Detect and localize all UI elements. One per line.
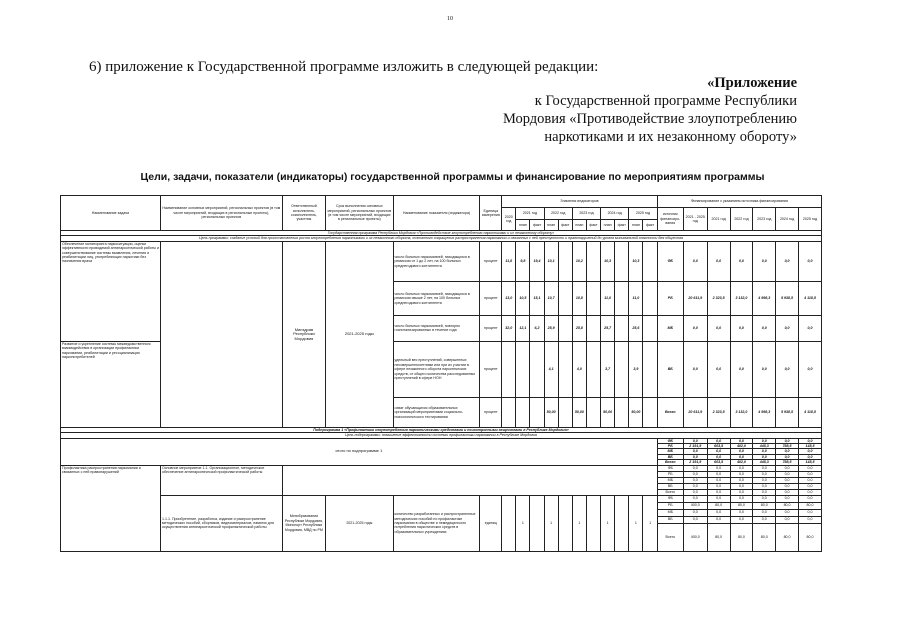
finance-cell: 0,0 <box>683 477 707 483</box>
finance-cell: 0,0 <box>683 465 707 471</box>
finance-source: МБ <box>657 477 683 483</box>
finance-cell: 0,0 <box>776 241 799 281</box>
finance-cell: 20 611,9 <box>683 397 707 427</box>
value-cell <box>502 397 516 427</box>
finance-cell: 2 191,9 <box>683 444 707 449</box>
finance-cell: 3 132,0 <box>730 281 753 315</box>
value-cell: 50,00 <box>572 397 586 427</box>
finance-cell: 603,5 <box>707 444 730 449</box>
finance-cell: 4 998,3 <box>753 397 776 427</box>
header-plan: план <box>544 220 558 231</box>
value-cell <box>586 281 600 315</box>
indicator-name: число больных наркоманией, находящихся в ремиссии свыше 2 лет, на 100 больных среднегодового контингента <box>393 281 480 315</box>
finance-cell: 80,0 <box>707 523 730 551</box>
finance-source: ФБ <box>657 495 683 502</box>
value-cell <box>586 341 600 397</box>
header-fin-2021: 2021 год <box>707 208 730 231</box>
header-fact: факт <box>558 220 572 231</box>
finance-cell: 0,0 <box>683 315 707 341</box>
finance-cell: 0,0 <box>730 315 753 341</box>
finance-cell: 0,0 <box>707 438 730 443</box>
header-year-2025: 2025 год <box>629 208 657 220</box>
finance-cell: 2 323,5 <box>707 281 730 315</box>
finance-source: Всего <box>657 460 683 465</box>
value-cell <box>615 495 629 551</box>
finance-cell: 0,0 <box>707 454 730 459</box>
task-2: Развитие и укрепление системы межведомственного взаимодействия в организации профилактики наркомании, реабилитации и ресоциализации наркопотребителей <box>61 341 161 427</box>
finance-cell: 0,0 <box>683 509 707 516</box>
header-fin-2022: 2022 год <box>730 208 753 231</box>
finance-cell: 0,0 <box>776 495 799 502</box>
finance-cell: 0,0 <box>707 516 730 523</box>
event-2-terms: 2021-2025 годы <box>326 495 393 551</box>
finance-cell: 80,0 <box>753 523 776 551</box>
finance-cell: 0,0 <box>798 477 821 483</box>
finance-cell: 0,0 <box>683 449 707 454</box>
indicator-name: удельный вес преступлений, совершенных несовершеннолетними или при их участии в сфере незаконного оборота наркотических средств, от общего количества расследованных преступлений в сфере НОН <box>393 341 480 397</box>
finance-cell: 0,0 <box>707 241 730 281</box>
finance-cell: 4 998,3 <box>753 281 776 315</box>
finance-cell: 4 118,5 <box>798 397 821 427</box>
finance-cell: 0,0 <box>730 483 753 489</box>
value-cell <box>586 315 600 341</box>
finance-cell: 148,5 <box>798 460 821 465</box>
finance-cell: 80,0 <box>798 502 821 509</box>
indicator-unit: процент <box>480 241 502 281</box>
finance-cell: 0,0 <box>776 315 799 341</box>
value-cell <box>530 397 544 427</box>
value-cell: 10,2 <box>572 241 586 281</box>
header-fact: факт <box>586 220 600 231</box>
event-2-unit: единиц <box>480 495 502 551</box>
value-cell: 15,1 <box>530 281 544 315</box>
table-title: Цели, задачи, показатели (индикаторы) государственной программы и финансирование по мероприятиям программы <box>140 171 765 183</box>
appendix-line-3: Мордовия «Противодействие злоупотреблению <box>502 111 797 127</box>
finance-source: ФБ <box>657 438 683 443</box>
finance-cell: 0,0 <box>798 495 821 502</box>
finance-cell: 788,5 <box>776 444 799 449</box>
finance-cell: 402,0 <box>730 460 753 465</box>
header-unit: Единица измерения <box>480 196 502 231</box>
value-cell <box>615 341 629 397</box>
value-cell <box>502 341 516 397</box>
finance-cell: 0,0 <box>798 509 821 516</box>
event-1-blank <box>282 465 657 495</box>
value-cell: 10,3 <box>629 241 643 281</box>
finance-cell: 0,0 <box>683 471 707 477</box>
event-2-indicator: количество разработанных и распространенных методических пособий по профилактике наркомании в обществе и немедицинского потребления наркотических средств в образовательных учреждениях <box>393 495 480 551</box>
finance-cell: 0,0 <box>730 489 753 495</box>
header-year-2024: 2024 год <box>601 208 629 220</box>
finance-cell: 0,0 <box>707 341 730 397</box>
finance-cell: 0,0 <box>798 516 821 523</box>
appendix-heading <box>497 74 797 146</box>
program-table <box>60 195 822 552</box>
finance-cell: 0,0 <box>707 477 730 483</box>
finance-cell: 0,0 <box>730 438 753 443</box>
finance-source: РБ <box>657 471 683 477</box>
finance-cell: 0,0 <box>753 438 776 443</box>
finance-cell: 0,0 <box>776 465 799 471</box>
value-cell: 25,8 <box>572 315 586 341</box>
value-cell <box>516 341 530 397</box>
value-cell: 10,3 <box>601 241 615 281</box>
finance-cell: 0,0 <box>730 509 753 516</box>
finance-cell: 0,0 <box>707 483 730 489</box>
value-cell <box>586 397 600 427</box>
header-terms: Срок выполнения основных мероприятий, региональных проектов (в том числе мероприятий, входящих в региональные проекты) <box>326 196 393 231</box>
page-number: 10 <box>447 16 453 22</box>
finance-cell: 0,0 <box>776 341 799 397</box>
value-cell: 50,00 <box>629 397 643 427</box>
value-cell <box>530 341 544 397</box>
finance-cell: 0,0 <box>798 465 821 471</box>
finance-source: Всего <box>657 489 683 495</box>
finance-source: РБ <box>657 502 683 509</box>
finance-cell: 80,0 <box>753 502 776 509</box>
value-cell: 3,7 <box>601 341 615 397</box>
value-cell: 1 <box>643 495 657 551</box>
value-cell <box>643 397 657 427</box>
header-fact: факт <box>530 220 544 231</box>
intro-text: 6) приложение к Государственной программе изложить в следующей редакции: <box>89 59 599 75</box>
finance-cell: 0,0 <box>776 483 799 489</box>
finance-cell: 0,0 <box>707 465 730 471</box>
finance-cell: 0,0 <box>776 471 799 477</box>
value-cell <box>558 495 572 551</box>
event-1: Основное мероприятие 1.1. Организационное, методическое обеспечение антинаркотической профилактической работы <box>160 465 282 495</box>
value-cell: 19,4 <box>530 241 544 281</box>
finance-cell: 788,5 <box>776 460 799 465</box>
header-source: источник финансиро-вания <box>657 208 683 231</box>
value-cell <box>643 281 657 315</box>
finance-cell: 0,0 <box>707 489 730 495</box>
value-cell: 3,9 <box>629 341 643 397</box>
finance-cell: 80,0 <box>776 523 799 551</box>
header-plan: план <box>516 220 530 231</box>
value-cell <box>558 315 572 341</box>
finance-cell: 0,0 <box>730 471 753 477</box>
finance-cell: 0,0 <box>753 516 776 523</box>
value-cell <box>615 315 629 341</box>
value-cell: 11,0 <box>601 281 615 315</box>
header-fin-2025: 2025 год <box>798 208 821 231</box>
terms-cell: 2021-2025 годы <box>326 241 393 427</box>
value-cell: 6,2 <box>530 315 544 341</box>
finance-cell: 80,0 <box>798 523 821 551</box>
finance-source: МБ <box>657 449 683 454</box>
finance-cell: 0,0 <box>776 516 799 523</box>
finance-cell: 80,0 <box>730 523 753 551</box>
value-cell <box>530 495 544 551</box>
value-cell: 10,8 <box>572 281 586 315</box>
finance-source: ВБ <box>657 341 683 397</box>
finance-cell: 20 611,9 <box>683 281 707 315</box>
finance-cell: 0,0 <box>798 438 821 443</box>
header-fact: факт <box>615 220 629 231</box>
indicator-unit: процент <box>480 341 502 397</box>
finance-cell: 0,0 <box>798 315 821 341</box>
finance-cell: 0,0 <box>753 341 776 397</box>
indicator-unit: процент <box>480 281 502 315</box>
finance-cell: 0,0 <box>683 341 707 397</box>
finance-cell: 0,0 <box>798 471 821 477</box>
finance-cell: 0,0 <box>753 477 776 483</box>
finance-cell: 0,0 <box>683 454 707 459</box>
value-cell <box>615 241 629 281</box>
header-events: Наименование основных мероприятий, региональных проектов (в том числе мероприятий, входящих в региональные проекты), региональных проектов <box>160 196 282 231</box>
finance-cell: 448,3 <box>753 460 776 465</box>
finance-cell: 2 323,5 <box>707 397 730 427</box>
finance-cell: 0,0 <box>776 477 799 483</box>
finance-cell: 80,0 <box>776 502 799 509</box>
finance-cell: 0,0 <box>798 489 821 495</box>
finance-cell: 0,0 <box>753 465 776 471</box>
finance-cell: 402,0 <box>730 444 753 449</box>
header-plan: план <box>629 220 643 231</box>
value-cell: 25,7 <box>601 315 615 341</box>
finance-cell: 0,0 <box>776 489 799 495</box>
value-cell: 13,0 <box>502 281 516 315</box>
value-cell <box>502 495 516 551</box>
finance-cell: 0,0 <box>707 495 730 502</box>
table-row <box>61 241 822 281</box>
finance-cell: 0,0 <box>730 516 753 523</box>
header-fin-2024: 2024 год <box>776 208 799 231</box>
finance-cell: 0,0 <box>798 341 821 397</box>
value-cell: 1 <box>544 495 558 551</box>
finance-cell: 148,5 <box>798 444 821 449</box>
finance-cell: 0,0 <box>753 241 776 281</box>
finance-cell: 0,0 <box>683 489 707 495</box>
header-values-group: Значения индикаторов <box>502 196 658 208</box>
indicator-unit: процент <box>480 397 502 427</box>
value-cell: 25,9 <box>544 315 558 341</box>
finance-cell: 2 191,9 <box>683 460 707 465</box>
value-cell <box>558 341 572 397</box>
finance-cell: 0,0 <box>730 241 753 281</box>
task-1: Обеспечение мониторинга наркоситуации, оценки эффективности проводимой антинаркотической работы и совершенствование системы выявления, лечения и реабилитации лиц, употребляющих наркотики без назначения врача <box>61 241 161 341</box>
task-3: Профилактика распространения наркомании и связанных с ней правонарушений <box>61 465 161 551</box>
finance-cell: 5 938,5 <box>776 281 799 315</box>
finance-cell: 0,0 <box>730 449 753 454</box>
value-cell: 32,0 <box>502 315 516 341</box>
finance-cell: 4 118,5 <box>798 281 821 315</box>
finance-cell: 0,0 <box>776 438 799 443</box>
value-cell <box>586 241 600 281</box>
subtotal-label: итого по подпрограмме 1 <box>61 438 658 465</box>
finance-source: ВБ <box>657 516 683 523</box>
finance-cell: 0,0 <box>798 241 821 281</box>
value-cell <box>643 241 657 281</box>
finance-cell: 0,0 <box>753 509 776 516</box>
value-cell: 10,5 <box>516 281 530 315</box>
value-cell <box>615 397 629 427</box>
appendix-line-2: к Государственной программе Республики <box>534 93 797 109</box>
header-fact: факт <box>643 220 657 231</box>
header-year-2020: 2020 год <box>502 208 516 231</box>
value-cell: 1 <box>572 495 586 551</box>
header-year-2021: 2021 год <box>516 208 544 220</box>
header-plan: план <box>601 220 615 231</box>
finance-cell: 0,0 <box>730 454 753 459</box>
finance-cell: 448,3 <box>753 444 776 449</box>
header-indicator: Наименование показателя (индикатора) <box>393 196 480 231</box>
header-year-2022: 2022 год <box>544 208 572 220</box>
finance-cell: 0,0 <box>707 315 730 341</box>
finance-source: ФБ <box>657 465 683 471</box>
value-cell <box>558 281 572 315</box>
value-cell: 1 <box>516 495 530 551</box>
appendix-line-1: «Приложение <box>707 75 797 91</box>
value-cell: 10,1 <box>544 241 558 281</box>
header-executor: Ответственный исполнитель, соисполнитель, участник <box>282 196 325 231</box>
event-2: 1.1.1. Приобретение, разработка, издание и распространение методических пособий, сборников, видеоматериалов, памяток для осуществления антинаркотической профилактической работы <box>160 495 282 551</box>
subprogram-goal: Цель подпрограммы: повышение эффективности системы профилактики наркомании в Республике Мордовия <box>61 433 822 438</box>
finance-cell: 0,0 <box>730 341 753 397</box>
finance-cell: 0,0 <box>730 465 753 471</box>
header-fin-total: 2021 - 2025 год <box>683 208 707 231</box>
finance-cell: 0,0 <box>798 483 821 489</box>
indicator-name: число больных наркоманией, находящихся в ремиссии от 1 до 2 лет, на 100 больных среднегодового контингента <box>393 241 480 281</box>
finance-cell: 3 132,0 <box>730 397 753 427</box>
value-cell <box>586 495 600 551</box>
value-cell <box>558 241 572 281</box>
value-cell: 4,0 <box>572 341 586 397</box>
finance-cell: 0,0 <box>707 509 730 516</box>
subprogram-row: Подпрограмма 1 «Профилактика злоупотребления наркотическими средствами и психотропными веществами в Республике Мордовия» <box>61 427 822 432</box>
finance-source: ВБ <box>657 454 683 459</box>
value-cell: 50,00 <box>544 397 558 427</box>
indicator-name: число больных наркоманией, повторно госпитализированных в течение года <box>393 315 480 341</box>
finance-cell: 0,0 <box>776 449 799 454</box>
value-cell: 10,7 <box>544 281 558 315</box>
finance-cell: 0,0 <box>730 495 753 502</box>
value-cell: 1 <box>629 495 643 551</box>
finance-source: Всего <box>657 397 683 427</box>
table-row <box>61 495 822 502</box>
finance-cell: 0,0 <box>683 241 707 281</box>
finance-cell: 0,0 <box>798 454 821 459</box>
header-year-2023: 2023 год <box>572 208 600 220</box>
finance-cell: 0,0 <box>707 449 730 454</box>
header-finance-group: Финансирование с указанием источника финансирования <box>657 196 821 208</box>
indicator-name: охват обучающихся образовательных организаций мероприятиями социально-психологического тестирования <box>393 397 480 427</box>
finance-cell: 0,0 <box>798 449 821 454</box>
finance-cell: 400,0 <box>683 502 707 509</box>
value-cell: 12,1 <box>516 315 530 341</box>
finance-cell: 0,0 <box>683 438 707 443</box>
finance-cell: 5 938,5 <box>776 397 799 427</box>
finance-cell: 0,0 <box>753 483 776 489</box>
event-2-executor: Минобразования Республики Мордовия, Минспорт Республики Мордовия, МВД по РМ <box>282 495 325 551</box>
finance-cell: 0,0 <box>753 489 776 495</box>
value-cell <box>643 315 657 341</box>
value-cell: 11,0 <box>629 281 643 315</box>
finance-source: МБ <box>657 315 683 341</box>
finance-cell: 0,0 <box>753 315 776 341</box>
events-cell <box>160 241 282 427</box>
finance-source: РБ <box>657 281 683 315</box>
finance-source: РБ <box>657 444 683 449</box>
header-fin-2023: 2023 год <box>753 208 776 231</box>
value-cell: 50,00 <box>601 397 615 427</box>
value-cell <box>615 281 629 315</box>
finance-cell: 0,0 <box>776 454 799 459</box>
finance-cell: 0,0 <box>683 516 707 523</box>
finance-source: Всего <box>657 523 683 551</box>
finance-cell: 0,0 <box>730 477 753 483</box>
indicator-unit: процент <box>480 315 502 341</box>
finance-cell: 0,0 <box>707 471 730 477</box>
goal-text: Цель программы: создание условий для приостановления роста злоупотребления наркотиками и их незаконного оборота, поэтапного сокращения распространения наркомании и связанных с ней преступности и правонарушений до уровня минимальной опасности для общества <box>61 236 822 241</box>
finance-cell: 0,0 <box>683 495 707 502</box>
value-cell <box>516 397 530 427</box>
appendix-line-4: наркотиками и их незаконному обороту» <box>544 129 797 145</box>
goal-row: Государственная программа Республики Мордовия «Противодействие злоупотреблению наркотиками и их незаконному обороту» <box>61 231 822 236</box>
finance-cell: 0,0 <box>753 454 776 459</box>
value-cell <box>643 341 657 397</box>
finance-cell: 0,0 <box>683 483 707 489</box>
finance-cell: 80,0 <box>707 502 730 509</box>
value-cell: 11,8 <box>502 241 516 281</box>
finance-source: ВБ <box>657 483 683 489</box>
header-tasks: Наименование задачи <box>61 196 161 231</box>
finance-cell: 0,0 <box>776 509 799 516</box>
finance-cell: 400,0 <box>683 523 707 551</box>
finance-cell: 0,0 <box>753 449 776 454</box>
header-plan: план <box>572 220 586 231</box>
value-cell: 1 <box>601 495 615 551</box>
value-cell: 4,1 <box>544 341 558 397</box>
finance-cell: 0,0 <box>753 471 776 477</box>
value-cell: 9,8 <box>516 241 530 281</box>
value-cell: 25,6 <box>629 315 643 341</box>
finance-cell: 603,5 <box>707 460 730 465</box>
finance-source: ФБ <box>657 241 683 281</box>
finance-source: МБ <box>657 509 683 516</box>
value-cell <box>558 397 572 427</box>
finance-cell: 80,0 <box>730 502 753 509</box>
finance-cell: 0,0 <box>753 495 776 502</box>
executor-cell: Минздрав Республики Мордовия <box>282 241 325 427</box>
